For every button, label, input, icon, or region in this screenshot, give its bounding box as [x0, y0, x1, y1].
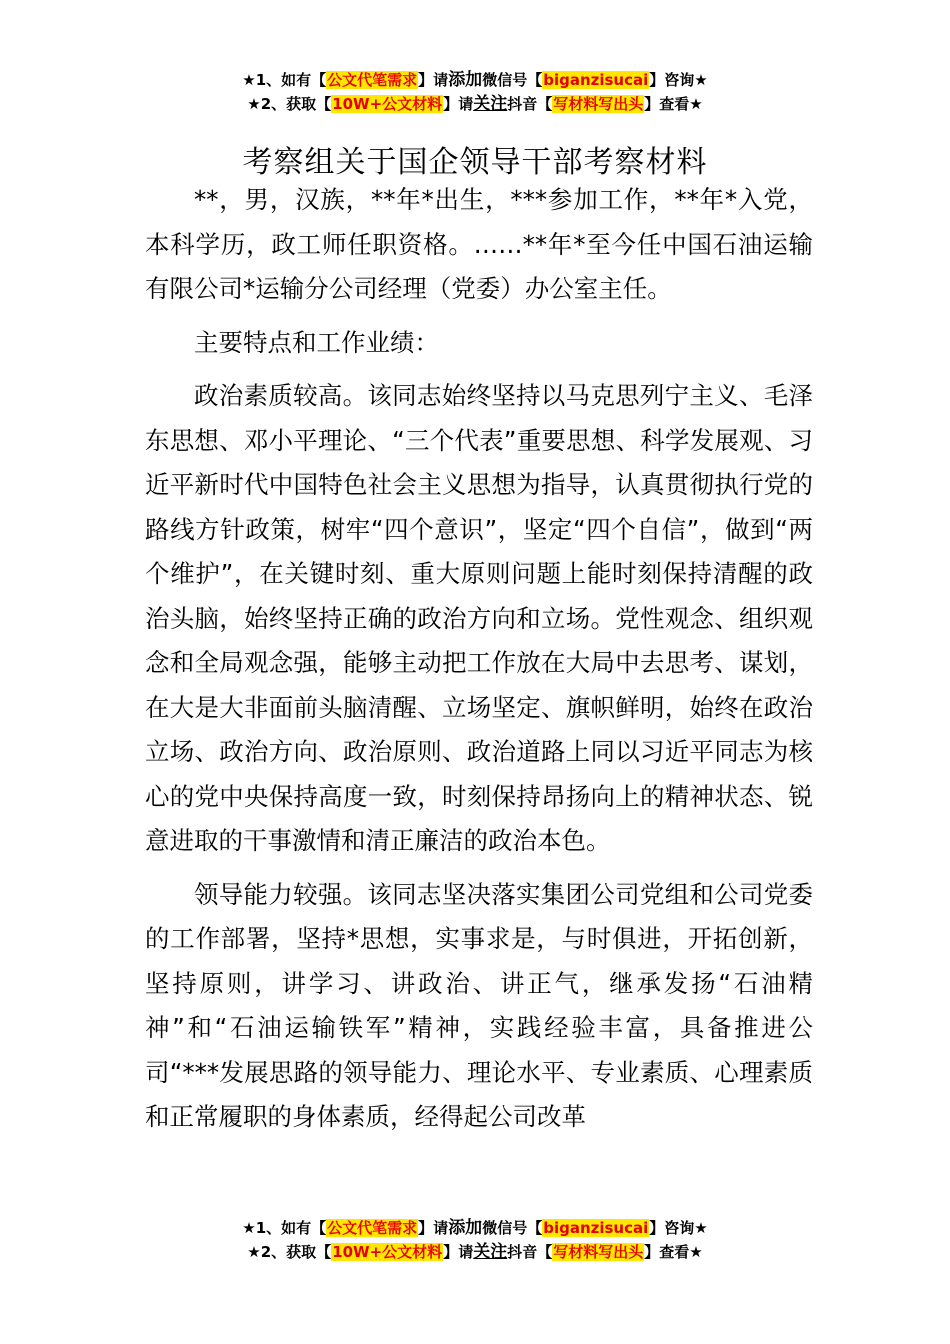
banner-text: 】请 [443, 95, 474, 113]
header-banner [0, 68, 950, 116]
banner-text: 】咨询★ [649, 1219, 708, 1237]
highlight-text: 10W+公文材料 [332, 1243, 443, 1261]
banner-text: 】请 [443, 1243, 474, 1261]
banner-text: ★1、如有【 [242, 1219, 327, 1237]
emphasis-text: 添加 [448, 1218, 483, 1238]
highlight-text: 公文代笔需求 [327, 71, 418, 89]
banner-text: 】查看★ [644, 95, 703, 113]
document-title: 考察组关于国企领导干部考察材料 [242, 145, 708, 181]
banner-text: 】咨询★ [649, 71, 708, 89]
banner-line-2 [0, 1240, 950, 1264]
banner-text: ★1、如有【 [242, 71, 327, 89]
banner-line-1 [0, 1216, 950, 1240]
banner-text: 微信号【 [482, 1219, 543, 1237]
banner-text: ★2、获取【 [247, 1243, 332, 1261]
highlight-text: biganzisucai [543, 1219, 649, 1237]
banner-line-2 [0, 92, 950, 116]
highlight-text: 写材料写出头 [553, 1243, 644, 1261]
highlight-text: biganzisucai [543, 71, 649, 89]
emphasis-text: 关注 [473, 1242, 508, 1262]
highlight-text: 10W+公文材料 [332, 95, 443, 113]
banner-text: 抖音【 [507, 95, 553, 113]
banner-line-1 [0, 68, 950, 92]
banner-text: 】查看★ [644, 1243, 703, 1261]
paragraph-political: 政治素质较高。该同志始终坚持以马克思列宁主义、毛泽东思想、邓小平理论、“三个代表”重要思想、科学发展观、习近平新时代中国特色社会主义思想为指导，认真贯彻执行党的路线方针政策，树牢“四个意识”，坚定“四个自信”，做到“两个维护”，在关键时刻、重大原则问题上能时刻保持清醒的政治头脑，始终坚持正确的政治方向和立场。党性观念、组织观念和全局观念强，能够主动把工作放在大局中去思考、谋划，在大是大非面前头脑清醒、立场坚定、旗帜鲜明，始终在政治立场、政治方向、政治原则、政治道路上同以习近平同志为核心的党中央保持高度一致，时刻保持昂扬向上的精神状态、锐意进取的干事激情和清正廉洁的政治本色。 [145, 381, 813, 855]
banner-text: 】请 [418, 71, 449, 89]
highlight-text: 写材料写出头 [553, 95, 644, 113]
emphasis-text: 添加 [448, 70, 483, 90]
paragraph-leadership: 领导能力较强。该同志坚决落实集团公司党组和公司党委的工作部署，坚持*思想，实事求是，与时俱进，开拓创新，坚持原则，讲学习、讲政治、讲正气，继承发扬“石油精神”和“石油运输铁军”精神，实践经验丰富，具备推进公司“***发展思路的领导能力、理论水平、专业素质、心理素质和正常履职的身体素质，经得起公司改革 [145, 879, 813, 1131]
banner-text: 抖音【 [507, 1243, 553, 1261]
banner-text: 】请 [418, 1219, 449, 1237]
banner-text: 微信号【 [482, 71, 543, 89]
banner-text: ★2、获取【 [247, 95, 332, 113]
paragraph-profile: **，男，汉族，**年*出生，***参加工作，**年*入党，本科学历，政工师任职资格。……**年*至今任中国石油运输有限公司*运输分公司经理（党委）办公室主任。 [145, 185, 813, 303]
highlight-text: 公文代笔需求 [327, 1219, 418, 1237]
document-body [145, 178, 813, 1140]
footer-banner [0, 1216, 950, 1264]
emphasis-text: 关注 [473, 94, 508, 114]
paragraph-heading: 主要特点和工作业绩： [194, 327, 439, 357]
